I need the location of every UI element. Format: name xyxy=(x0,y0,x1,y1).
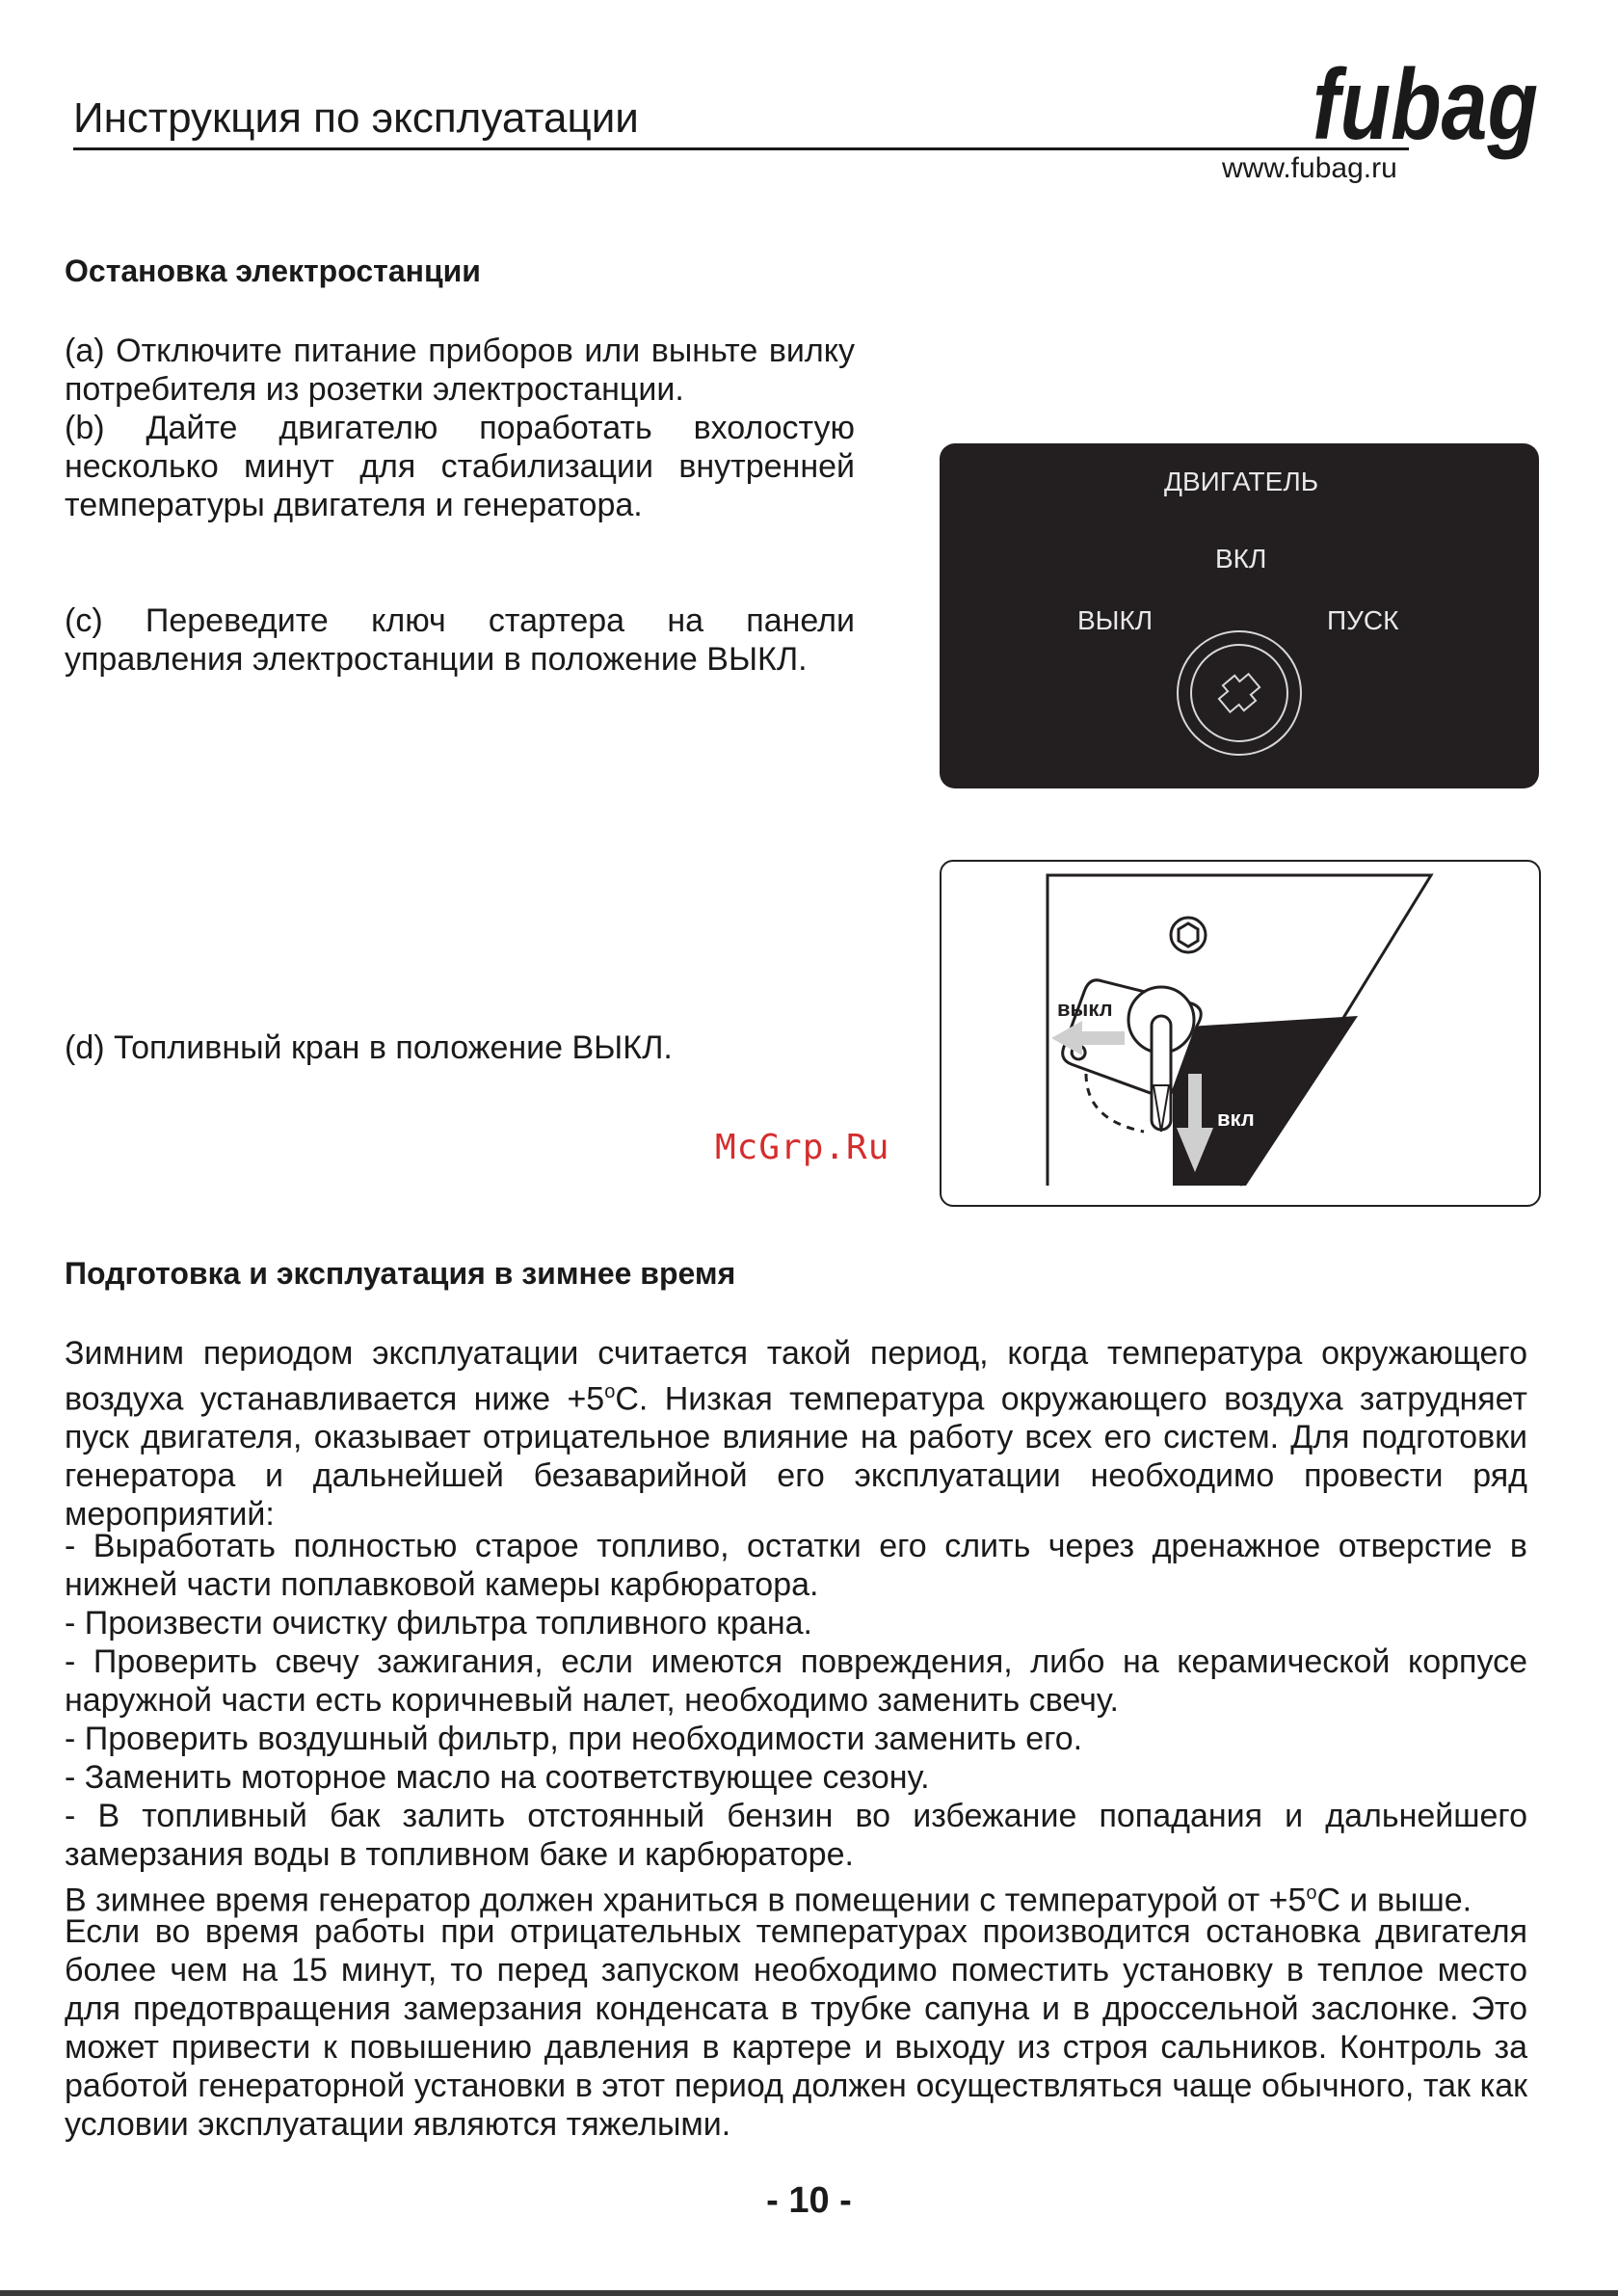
bottom-divider xyxy=(0,2290,1618,2296)
winter-storage-text: В зимнее время генератор должен храниться в помещении с температурой от $+5^oС$ и выше. xyxy=(65,1882,1472,1919)
winter-item-3: - Проверить свечу зажигания, если имеются повреждения, либо на керамической корпусе наружной части есть коричневый налет, необходимо заменить свечу. xyxy=(65,1643,1527,1719)
engine-key-panel xyxy=(940,443,1539,788)
fuel-valve-drawing xyxy=(942,862,1539,1205)
winter-item-4: - Проверить воздушный фильтр, при необходимости заменить его. xyxy=(65,1721,1083,1757)
winter-item-1: - Выработать полностью старое топливо, остатки его слить через дренажное отверстие в нижней части поплавковой камеры карбюратора. xyxy=(65,1528,1527,1603)
page-number: - 10 - xyxy=(766,2180,852,2221)
panel-label-engine: ДВИГАТЕЛЬ xyxy=(1164,467,1319,496)
valve-label-off: выкл xyxy=(1057,997,1113,1021)
ignition-key-icon xyxy=(1171,625,1308,761)
step-a-text: (a) Отключите питание приборов или выньте вилку потребителя из розетки электростанции. xyxy=(65,333,855,408)
winter-item-2: - Произвести очистку фильтра топливного крана. xyxy=(65,1605,812,1642)
step-b-text: (b) Дайте двигателю поработать вхолостую несколько минут для стабилизации внутренней температуры двигателя и генератора. xyxy=(65,410,855,523)
website-url[interactable]: www.fubag.ru xyxy=(1222,152,1397,184)
fubag-logo-text: fubag xyxy=(1313,49,1538,161)
winter-item-6: - В топливный бак залить отстоянный бензин во избежание попадания и дальнейшего замерзания воды в топливном баке и карбюраторе. xyxy=(65,1798,1527,1873)
panel-label-start: ПУСК xyxy=(1327,605,1399,635)
section-title-winter: Подготовка и эксплуатация в зимнее время xyxy=(65,1256,736,1291)
winter-closing-text: Если во время работы при отрицательных температурах производится остановка двигателя более чем на 15 минут, то перед запуском необходимо поместить установку в теплое место для предотвращения замерзания конденсата в трубке сапуна и в дроссельной заслонке. Это может привести к повышению давления в картере и выходу из строя сальников. Контроль за работой генераторной установки в этот период должен осуществляться чаще обычного, так как условии эксплуатации являются тяжелыми. xyxy=(65,1913,1527,2143)
fubag-logo xyxy=(1311,50,1542,164)
winter-item-5: - Заменить моторное масло на соответствующее сезону. xyxy=(65,1759,930,1796)
step-d-text: (d) Топливный кран в положение ВЫКЛ. xyxy=(65,1029,673,1066)
valve-label-on: вкл xyxy=(1217,1107,1255,1131)
header-divider xyxy=(73,147,1409,150)
panel-label-on: ВКЛ xyxy=(1215,544,1267,574)
panel-label-off: ВЫКЛ xyxy=(1077,605,1154,635)
fuel-valve-diagram xyxy=(940,860,1541,1207)
page-header-title: Инструкция по эксплуатации xyxy=(73,94,639,142)
watermark: McGrp.Ru xyxy=(715,1128,890,1167)
section-title-stop: Остановка электростанции xyxy=(65,254,481,288)
winter-intro-text: Зимним периодом эксплуатации считается такой период, когда температура окружающего воздуха устанавливается ниже $+5^oС$. Низкая температура окружающего воздуха затрудняет пуск двигателя, оказывает отрицательное влияние на работу всех его систем. Для подготовки генератора и дальнейшей безаварийной его эксплуатации необходимо провести ряд мероприятий: xyxy=(65,1335,1527,1534)
step-c-text: (c) Переведите ключ стартера на панели управления электростанции в положение ВЫКЛ. xyxy=(65,602,855,678)
bolt-icon xyxy=(1171,918,1206,952)
